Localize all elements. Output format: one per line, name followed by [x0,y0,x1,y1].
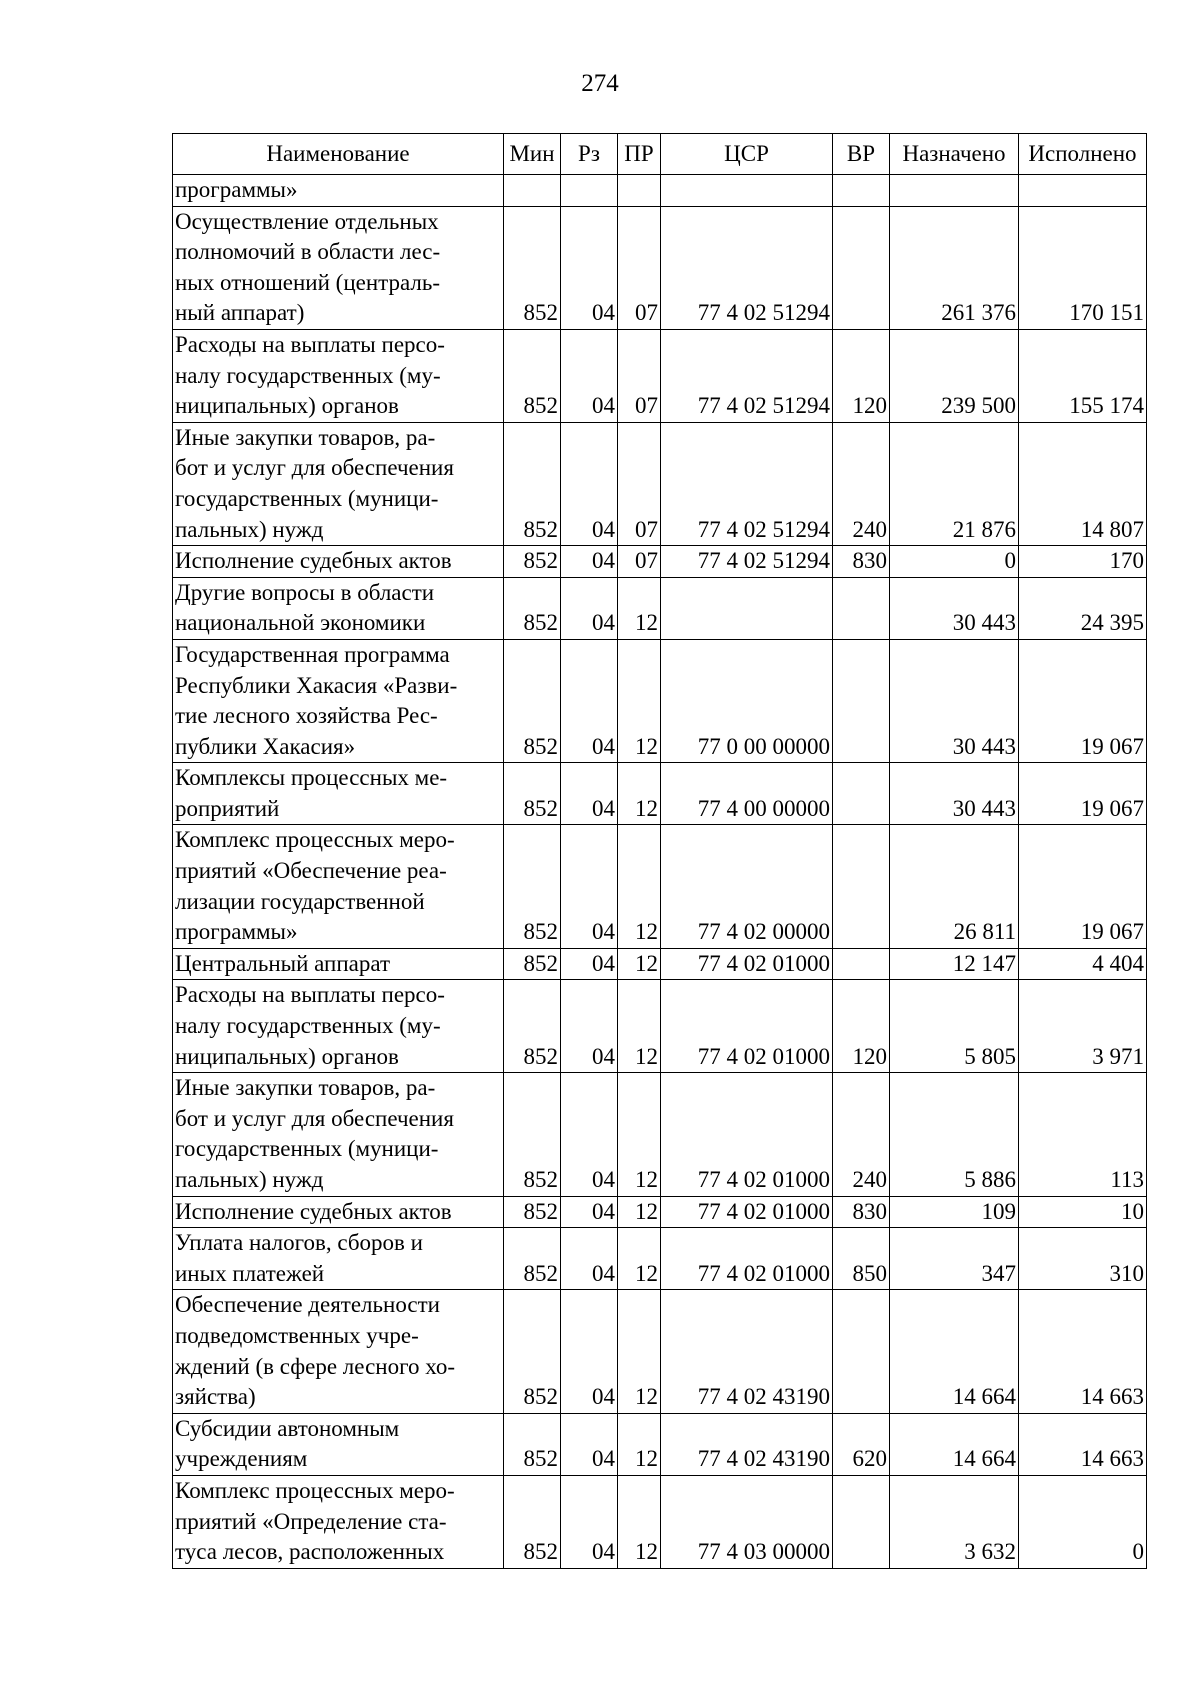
cell-name: Субсидии автономным учреждениям [173,1413,504,1475]
cell-name: Осуществление отдельных полномочий в области лес- ных отношений (централь- ный аппарат) [173,206,504,329]
table-row [173,546,1147,578]
table-row [173,422,1147,545]
cell-min: 852 [504,1228,561,1290]
cell-csr: 77 4 02 00000 [661,825,833,948]
cell-executed: 14 663 [1019,1290,1147,1413]
cell-executed: 24 395 [1019,577,1147,639]
cell-pr: 12 [618,763,661,825]
cell-csr: 77 4 02 43190 [661,1290,833,1413]
table-row [173,948,1147,980]
cell-executed: 14 663 [1019,1413,1147,1475]
cell-executed: 10 [1019,1196,1147,1228]
cell-name: Расходы на выплаты персо- налу государственных (му- ниципальных) органов [173,980,504,1073]
cell-rz: 04 [561,577,618,639]
cell-pr: 12 [618,1196,661,1228]
cell-name: Комплекс процессных меро- приятий «Определение ста- туса лесов, расположенных [173,1475,504,1568]
cell-csr: 77 4 02 01000 [661,980,833,1073]
cell-executed: 14 807 [1019,422,1147,545]
cell-executed: 19 067 [1019,825,1147,948]
cell-pr: 07 [618,206,661,329]
cell-rz: 04 [561,1228,618,1290]
header-executed: Исполнено [1019,134,1147,175]
cell-csr: 77 4 02 43190 [661,1413,833,1475]
cell-pr: 07 [618,422,661,545]
cell-csr: 77 4 02 01000 [661,1073,833,1196]
cell-pr: 12 [618,980,661,1073]
cell-executed: 19 067 [1019,763,1147,825]
cell-executed: 4 404 [1019,948,1147,980]
cell-vr [833,825,890,948]
cell-csr: 77 4 02 51294 [661,329,833,422]
cell-rz: 04 [561,639,618,762]
cell-assigned: 109 [890,1196,1019,1228]
cell-pr: 12 [618,1413,661,1475]
cell-assigned: 0 [890,546,1019,578]
cell-vr [833,948,890,980]
cell-assigned: 30 443 [890,639,1019,762]
cell-rz: 04 [561,825,618,948]
cell-executed: 170 [1019,546,1147,578]
cell-csr: 77 4 02 51294 [661,422,833,545]
cell-name: Обеспечение деятельности подведомственных учре- ждений (в сфере лесного хо- зяйства) [173,1290,504,1413]
cell-min: 852 [504,825,561,948]
cell-csr [661,175,833,207]
table-row [173,639,1147,762]
cell-rz: 04 [561,206,618,329]
cell-rz: 04 [561,980,618,1073]
cell-rz: 04 [561,1073,618,1196]
cell-assigned: 14 664 [890,1413,1019,1475]
cell-vr: 120 [833,980,890,1073]
table-row [173,980,1147,1073]
cell-pr: 07 [618,329,661,422]
table-row [173,175,1147,207]
cell-assigned: 12 147 [890,948,1019,980]
header-pr: ПР [618,134,661,175]
table-row [173,1073,1147,1196]
cell-min: 852 [504,1196,561,1228]
cell-rz: 04 [561,1475,618,1568]
cell-pr: 07 [618,546,661,578]
cell-assigned: 26 811 [890,825,1019,948]
cell-name: Иные закупки товаров, ра- бот и услуг для обеспечения государственных (муници- пальных) нужд [173,1073,504,1196]
cell-min: 852 [504,948,561,980]
cell-rz: 04 [561,1196,618,1228]
header-min: Мин [504,134,561,175]
cell-rz: 04 [561,948,618,980]
cell-pr: 12 [618,948,661,980]
cell-csr [661,577,833,639]
cell-rz: 04 [561,763,618,825]
cell-executed [1019,175,1147,207]
cell-min: 852 [504,329,561,422]
cell-assigned [890,175,1019,207]
table-body [173,175,1147,1569]
cell-assigned: 5 805 [890,980,1019,1073]
table-row [173,329,1147,422]
cell-executed: 0 [1019,1475,1147,1568]
cell-vr [833,577,890,639]
cell-min [504,175,561,207]
cell-min: 852 [504,1475,561,1568]
cell-csr: 77 4 00 00000 [661,763,833,825]
table-row [173,1196,1147,1228]
cell-vr: 240 [833,1073,890,1196]
cell-min: 852 [504,763,561,825]
cell-vr: 120 [833,329,890,422]
cell-min: 852 [504,980,561,1073]
table-row [173,763,1147,825]
cell-assigned: 347 [890,1228,1019,1290]
cell-executed: 155 174 [1019,329,1147,422]
cell-executed: 170 151 [1019,206,1147,329]
cell-min: 852 [504,422,561,545]
cell-assigned: 5 886 [890,1073,1019,1196]
cell-name: Иные закупки товаров, ра- бот и услуг для обеспечения государственных (муници- пальных) нужд [173,422,504,545]
cell-csr: 77 4 02 51294 [661,546,833,578]
cell-name: Центральный аппарат [173,948,504,980]
header-vr: ВР [833,134,890,175]
table-row [173,825,1147,948]
table-row [173,1475,1147,1568]
cell-name: Исполнение судебных актов [173,546,504,578]
budget-table [172,133,1147,1569]
cell-vr: 830 [833,1196,890,1228]
table-row [173,577,1147,639]
header-rz: Рз [561,134,618,175]
cell-executed: 310 [1019,1228,1147,1290]
cell-name: Комплексы процессных ме- роприятий [173,763,504,825]
cell-pr: 12 [618,1290,661,1413]
cell-rz: 04 [561,1290,618,1413]
cell-csr: 77 4 02 01000 [661,1196,833,1228]
cell-csr: 77 4 03 00000 [661,1475,833,1568]
cell-vr: 850 [833,1228,890,1290]
header-assigned: Назначено [890,134,1019,175]
cell-min: 852 [504,1413,561,1475]
cell-vr [833,175,890,207]
cell-vr [833,1290,890,1413]
cell-pr: 12 [618,1073,661,1196]
page-number: 274 [581,70,619,97]
cell-min: 852 [504,1290,561,1413]
cell-csr: 77 4 02 01000 [661,948,833,980]
cell-pr: 12 [618,1475,661,1568]
cell-rz: 04 [561,546,618,578]
header-csr: ЦСР [661,134,833,175]
cell-executed: 113 [1019,1073,1147,1196]
cell-name: Исполнение судебных актов [173,1196,504,1228]
cell-csr: 77 4 02 01000 [661,1228,833,1290]
cell-csr: 77 0 00 00000 [661,639,833,762]
table-row [173,206,1147,329]
table-header-row [173,134,1147,175]
cell-pr: 12 [618,1228,661,1290]
cell-name: программы» [173,175,504,207]
cell-executed: 3 971 [1019,980,1147,1073]
cell-vr: 240 [833,422,890,545]
cell-pr: 12 [618,825,661,948]
cell-csr: 77 4 02 51294 [661,206,833,329]
cell-pr: 12 [618,577,661,639]
cell-min: 852 [504,577,561,639]
cell-name: Другие вопросы в области национальной экономики [173,577,504,639]
cell-assigned: 261 376 [890,206,1019,329]
table-row [173,1413,1147,1475]
table-row [173,1228,1147,1290]
cell-min: 852 [504,546,561,578]
cell-assigned: 239 500 [890,329,1019,422]
cell-vr [833,763,890,825]
cell-assigned: 30 443 [890,577,1019,639]
table-row [173,1290,1147,1413]
cell-executed: 19 067 [1019,639,1147,762]
cell-assigned: 21 876 [890,422,1019,545]
cell-name: Государственная программа Республики Хакасия «Разви- тие лесного хозяйства Рес- публики Хакасия» [173,639,504,762]
cell-vr: 620 [833,1413,890,1475]
cell-min: 852 [504,1073,561,1196]
cell-name: Расходы на выплаты персо- налу государственных (му- ниципальных) органов [173,329,504,422]
cell-rz [561,175,618,207]
cell-min: 852 [504,206,561,329]
cell-assigned: 30 443 [890,763,1019,825]
cell-name: Уплата налогов, сборов и иных платежей [173,1228,504,1290]
cell-pr [618,175,661,207]
cell-pr: 12 [618,639,661,762]
cell-assigned: 3 632 [890,1475,1019,1568]
cell-rz: 04 [561,329,618,422]
cell-rz: 04 [561,422,618,545]
cell-vr [833,206,890,329]
cell-vr: 830 [833,546,890,578]
cell-rz: 04 [561,1413,618,1475]
cell-vr [833,639,890,762]
header-name: Наименование [173,134,504,175]
cell-min: 852 [504,639,561,762]
cell-name: Комплекс процессных меро- приятий «Обеспечение реа- лизации государственной программы» [173,825,504,948]
cell-vr [833,1475,890,1568]
cell-assigned: 14 664 [890,1290,1019,1413]
